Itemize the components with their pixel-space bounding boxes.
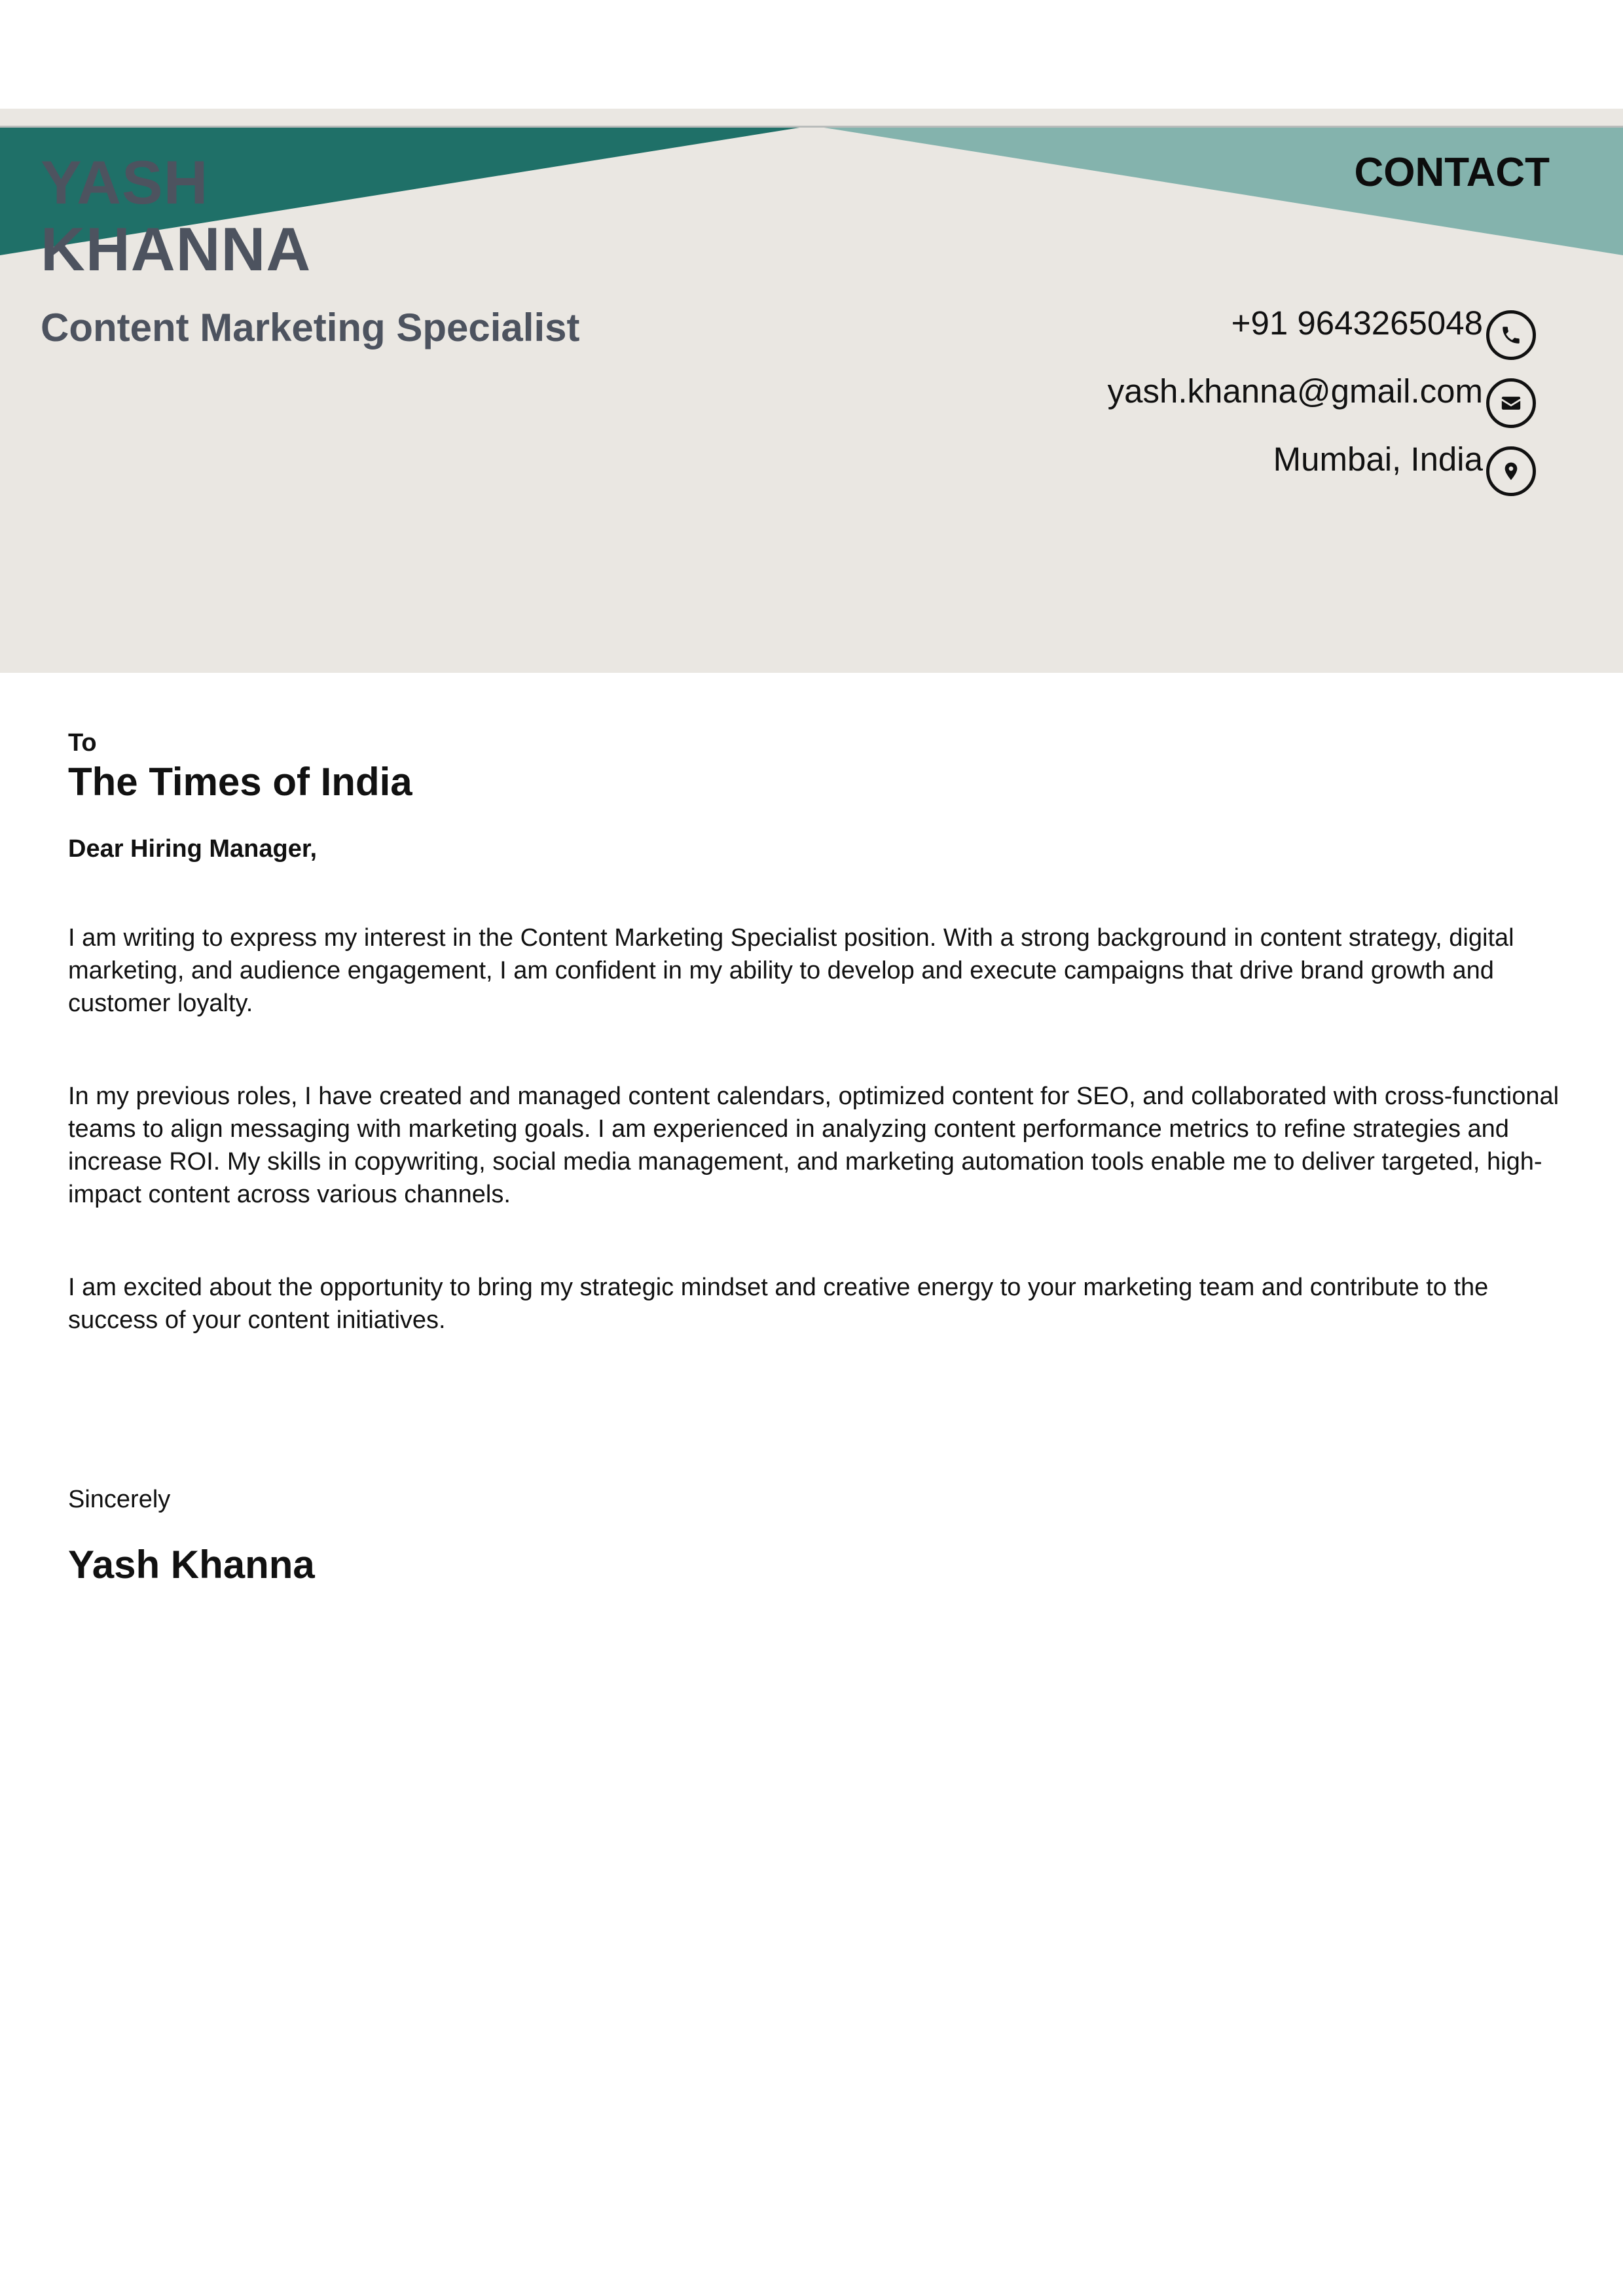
location-pin-icon xyxy=(1486,446,1536,496)
phone-icon xyxy=(1486,310,1536,360)
body-paragraph: In my previous roles, I have created and managed content calendars, optimized content for SEO, and collaborated with cross-functional teams to align messaging with marketing goals. I am experienced in analyzing content performance metrics to refine strategies and increase ROI. My skills in copywriting, social media management, and marketing automation tools enable me to deliver targeted, high-impact content across various channels. xyxy=(68,1083,1559,1208)
contact-location: Mumbai, India xyxy=(1273,440,1483,478)
body-paragraph: I am excited about the opportunity to bring my strategic mindset and creative energy to your marketing team and contribute to the success of your content initiatives. xyxy=(68,1274,1489,1334)
envelope-icon xyxy=(1486,378,1536,428)
first-name: YASH xyxy=(41,148,209,217)
signature-name: Yash Khanna xyxy=(68,1543,315,1587)
body-paragraph: I am writing to express my interest in the Content Marketing Specialist position. With a strong background in content strategy, digital marketing, and audience engagement, I am confident in my ability to develop and execute campaigns that drive brand growth and customer loyalty. xyxy=(68,924,1514,1017)
contact-email[interactable]: yash.khanna@gmail.com xyxy=(1107,372,1483,410)
to-label: To xyxy=(68,729,97,757)
candidate-name xyxy=(41,149,311,283)
job-title: Content Marketing Specialist xyxy=(41,306,580,350)
contact-heading: CONTACT xyxy=(1354,150,1550,195)
salutation: Dear Hiring Manager, xyxy=(68,835,318,863)
last-name: KHANNA xyxy=(41,215,312,283)
recipient-name: The Times of India xyxy=(68,760,412,804)
closing: Sincerely xyxy=(68,1486,171,1513)
contact-phone[interactable]: +91 9643265048 xyxy=(1231,304,1483,342)
header-top-rule xyxy=(0,126,1623,128)
